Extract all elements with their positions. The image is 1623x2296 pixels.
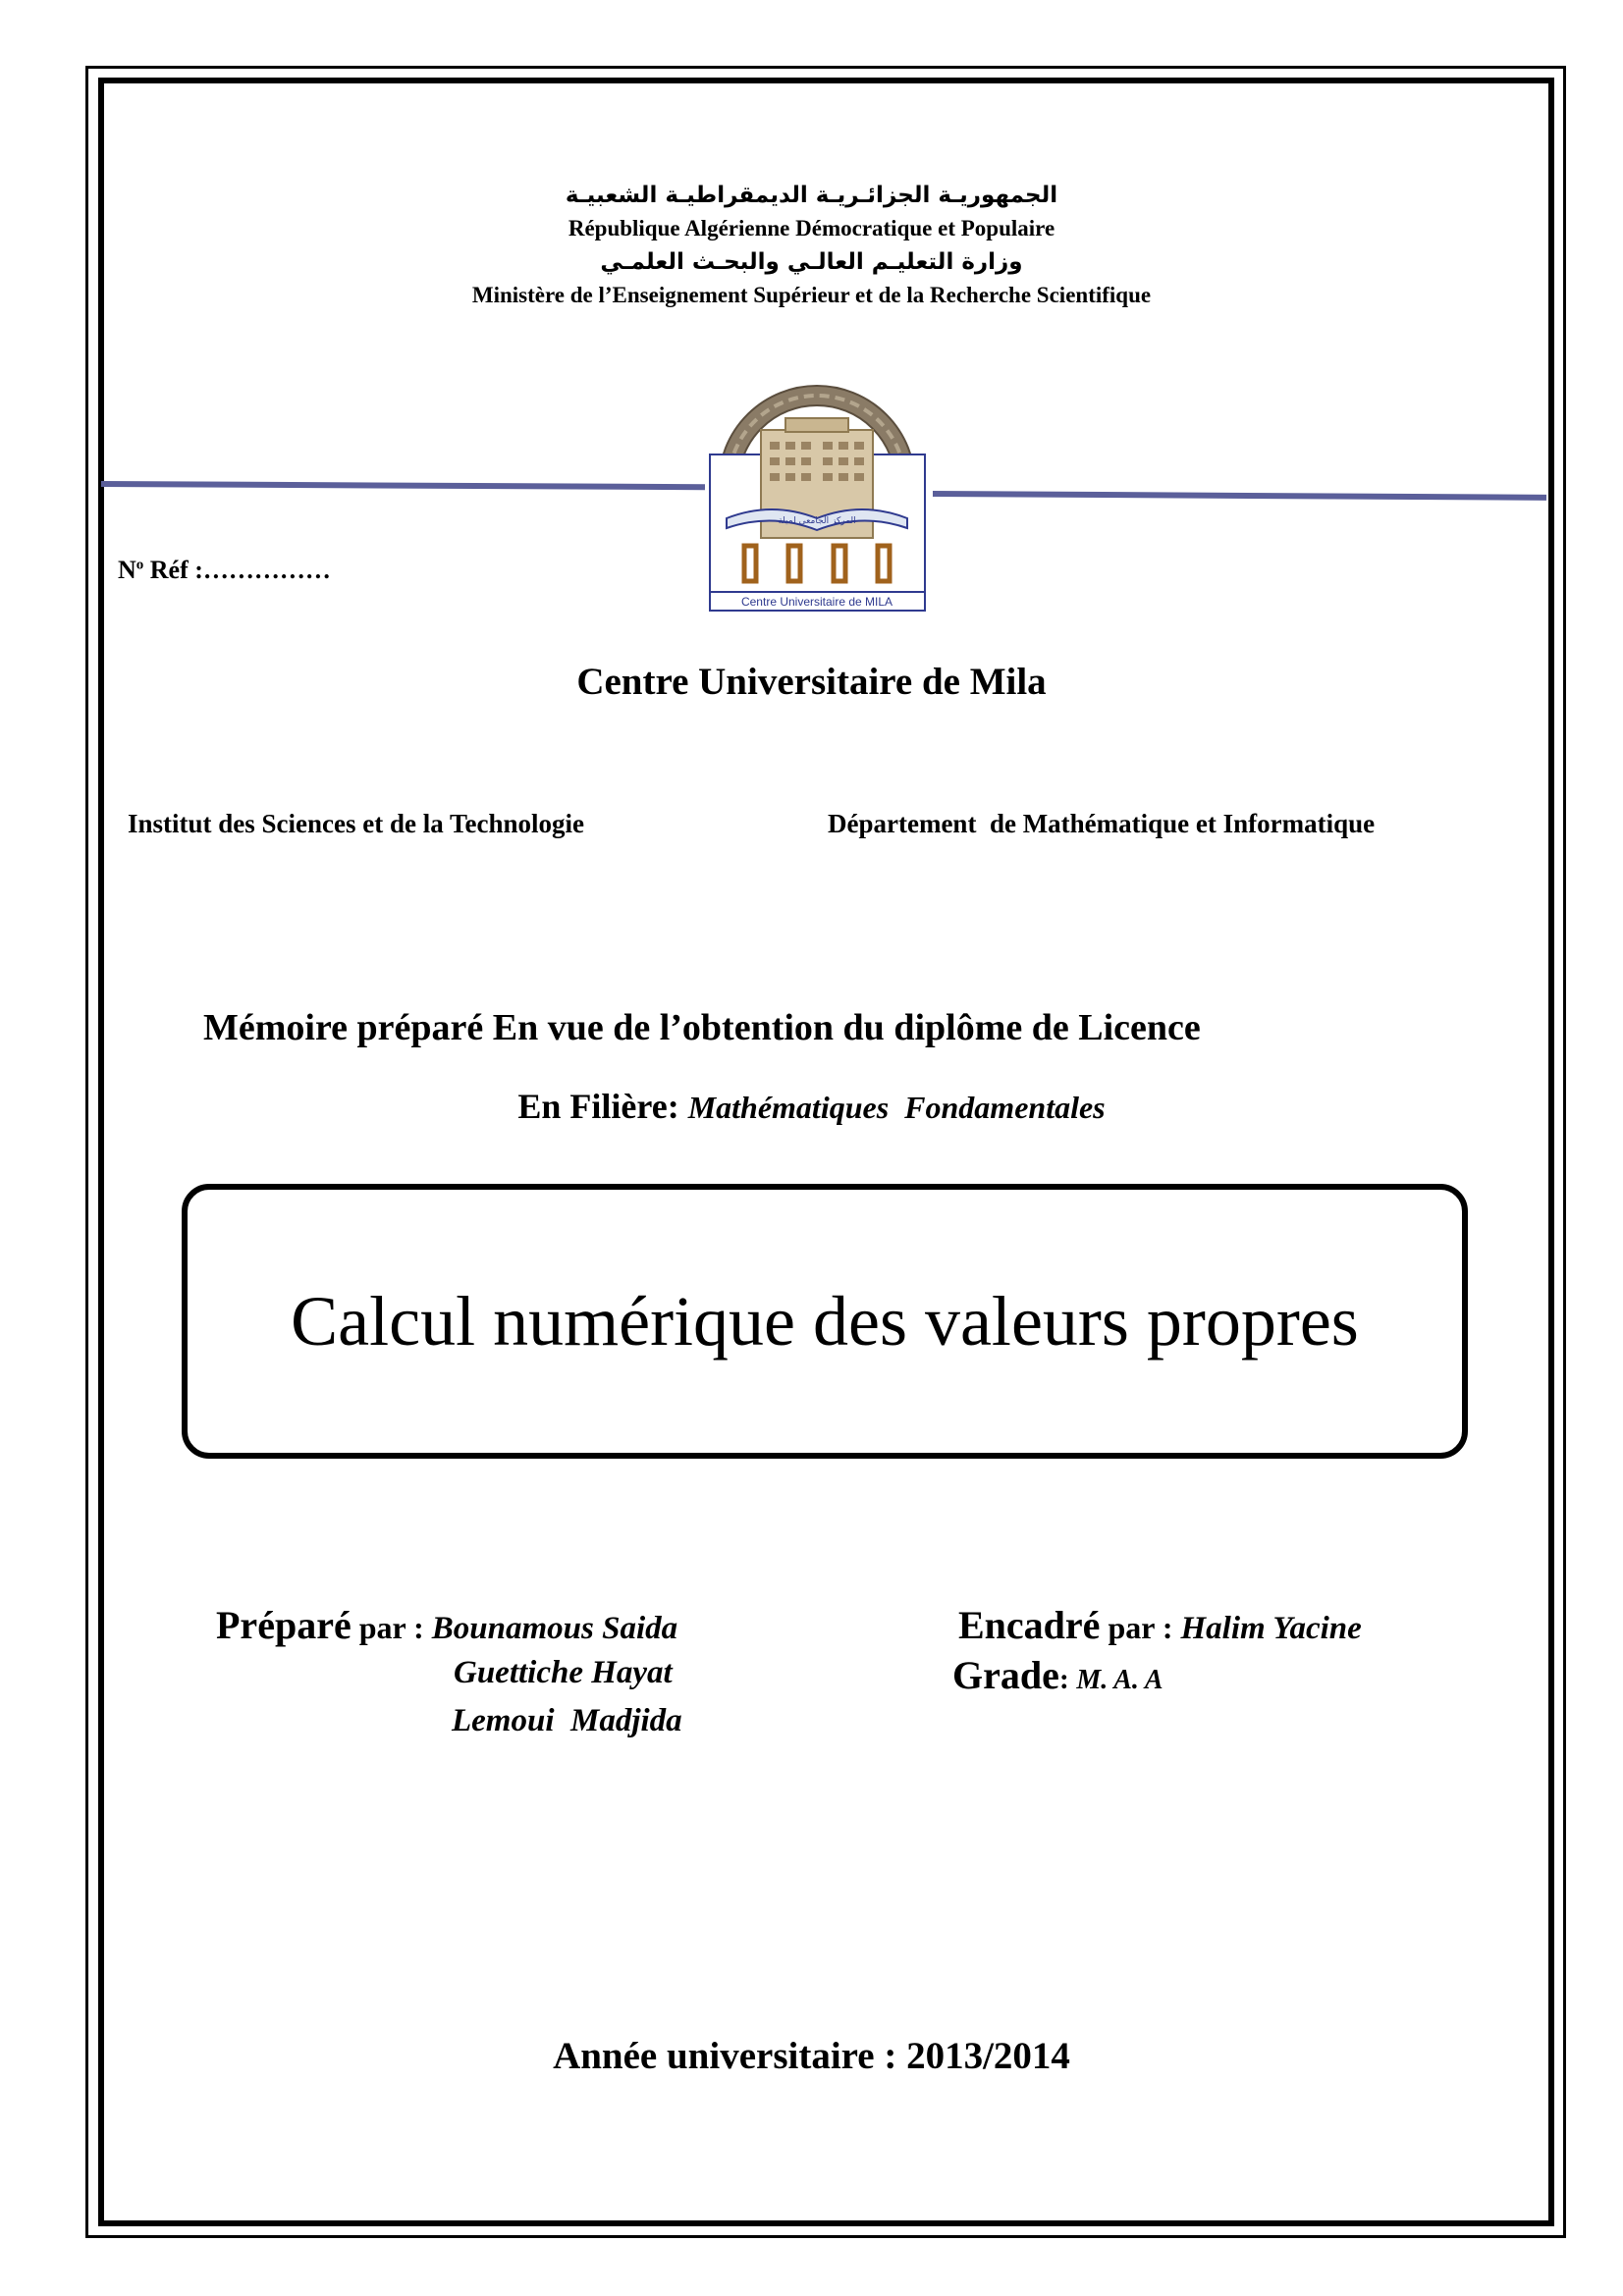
ref-label-o: o — [135, 557, 144, 573]
supervisor-name: Halim Yacine — [1180, 1611, 1362, 1646]
author-name: Guettiche Hayat — [454, 1655, 673, 1690]
academic-year: Année universitaire : 2013/2014 — [553, 2035, 1070, 2077]
supervised-by — [958, 1602, 1362, 1648]
ref-label-n: N — [118, 556, 136, 584]
prepare-label: Préparé — [216, 1603, 352, 1647]
prepared-by — [216, 1602, 677, 1648]
encadre-par-label: par : — [1100, 1610, 1181, 1645]
author-name: Lemoui Madjida — [452, 1703, 682, 1738]
filiere-value: Mathématiques Fondamentales — [687, 1090, 1106, 1125]
institute-name: Institut des Sciences et de la Technologie — [128, 809, 585, 838]
ref-label-rest: Réf :…………… — [143, 556, 331, 584]
logo-arabic-text: المركز الجامعي لميلة — [778, 516, 856, 526]
prepare-par-label: par : — [351, 1610, 432, 1645]
reference-number — [118, 556, 331, 585]
filiere-line — [0, 1086, 1623, 1127]
header-block — [0, 179, 1623, 312]
supervisor-grade — [952, 1652, 1163, 1698]
grade-separator: : — [1058, 1663, 1077, 1695]
thesis-title-box — [182, 1184, 1468, 1459]
french-ministry-line: Ministère de l’Enseignement Supérieur et de la Recherche Scientifique — [471, 283, 1152, 307]
grade-value: M. A. A — [1076, 1665, 1163, 1695]
institution-name: Centre Universitaire de Mila — [576, 661, 1047, 703]
grade-label: Grade — [952, 1653, 1059, 1697]
university-logo — [707, 371, 928, 614]
arabic-ministry-line: وزارة التعليـم العالـي والبحـث العلمـي — [600, 249, 1023, 275]
author-name: Bounamous Saida — [431, 1611, 678, 1646]
french-republic-line: République Algérienne Démocratique et Populaire — [568, 216, 1055, 240]
encadre-label: Encadré — [958, 1603, 1101, 1647]
filiere-label: En Filière: — [517, 1087, 688, 1126]
thesis-title: Calcul numérique des valeurs propres — [291, 1281, 1359, 1361]
logo-caption: Centre Universitaire de MILA — [740, 595, 893, 609]
arabic-republic-line: الجمهوريـة الجزائـريـة الديمقراطيـة الشعبيـة — [565, 183, 1058, 208]
department-name: Département de Mathématique et Informatique — [828, 809, 1376, 838]
memoire-line: Mémoire préparé En vue de l’obtention du diplôme de Licence — [203, 1007, 1201, 1048]
